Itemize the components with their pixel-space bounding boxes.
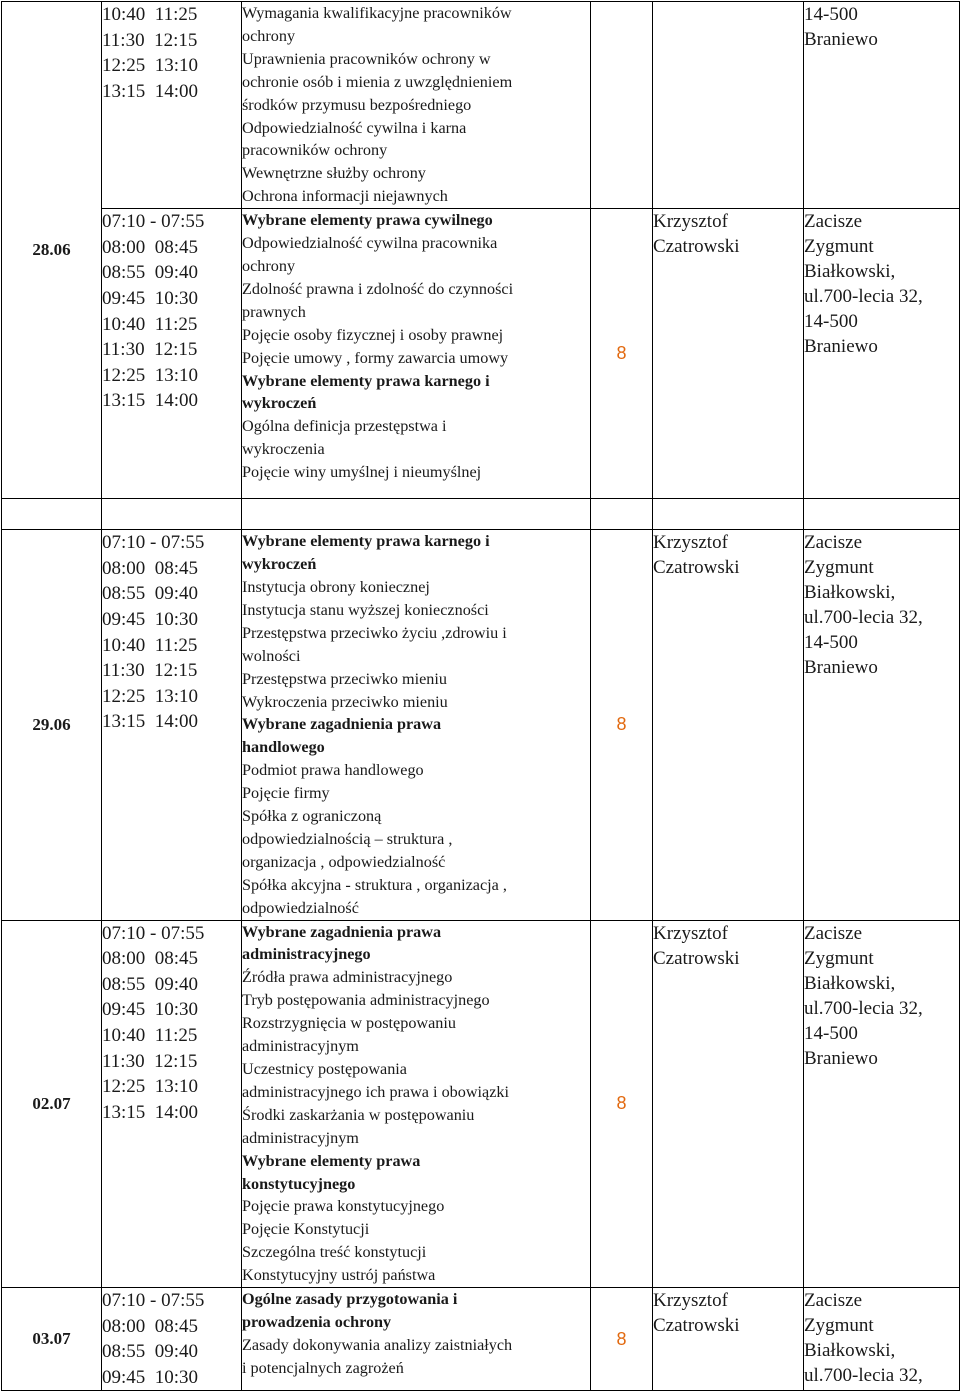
time-slot: 08:55 09:40 — [102, 583, 199, 605]
topics-cell — [242, 920, 591, 1288]
trainer-cell — [653, 2, 804, 209]
hours-value: 8 — [616, 1093, 627, 1114]
time-slot: 11:30 12:15 — [102, 660, 198, 682]
place-line: 14-500 — [804, 632, 858, 654]
place-line: Braniewo — [804, 1047, 878, 1069]
place-line: ul.700-lecia 32, — [804, 997, 923, 1019]
date-cell: 29.06 — [2, 530, 102, 920]
time-slot: 10:40 11:25 — [102, 4, 198, 25]
trainer-cell — [653, 920, 804, 1288]
topic-item: ochrony — [242, 256, 296, 275]
spacer-cell — [591, 499, 653, 530]
spacer-cell — [102, 499, 242, 530]
time-slot: 12:25 13:10 — [102, 55, 199, 77]
place-line: Zacisze — [804, 532, 863, 554]
trainer-name-line: Czatrowski — [653, 557, 740, 579]
date-cell: 28.06 — [2, 2, 102, 499]
topic-item: Odpowiedzialność cywilna i karna — [242, 118, 467, 137]
trainer-name-line: Krzysztof — [653, 532, 728, 554]
time-slot: 08:55 09:40 — [102, 1341, 199, 1363]
place-line: Zygmunt — [804, 947, 874, 969]
spacer-cell — [804, 499, 960, 530]
topic-item: administracyjnym — [242, 1037, 359, 1056]
topic-item: Odpowiedzialność cywilna pracownika — [242, 234, 498, 253]
time-slot: 09:45 10:30 — [102, 1366, 199, 1388]
hours-cell — [591, 2, 653, 209]
hours-value: 8 — [616, 1328, 627, 1349]
topic-item: administracyjnym — [242, 1128, 359, 1147]
time-slot: 10:40 11:25 — [102, 634, 198, 656]
topic-item: administracyjnego ich prawa i obowiązki — [242, 1082, 510, 1101]
time-slot: 13:15 14:00 — [102, 390, 199, 412]
time-slot: 12:25 13:10 — [102, 685, 199, 707]
topic-heading: handlowego — [242, 738, 325, 757]
hours-value: 8 — [616, 714, 627, 735]
topic-item: Ogólna definicja przestępstwa i — [242, 417, 447, 436]
topic-item: Spółka akcyjna - struktura , organizacja , — [242, 875, 507, 894]
topic-item: ochronie osób i mienia z uwzględnieniem — [242, 72, 513, 91]
topic-item: Rozstrzygnięcia w postępowaniu — [242, 1014, 456, 1033]
time-slot: 13:15 14:00 — [102, 1101, 199, 1123]
topics-cell — [242, 2, 591, 209]
spacer-cell — [242, 499, 591, 530]
time-slot: 07:10 - 07:55 — [102, 532, 205, 554]
spacer-cell — [2, 499, 102, 530]
schedule-row — [2, 530, 960, 920]
time-slot: 13:15 14:00 — [102, 80, 199, 102]
topic-item: Wymagania kwalifikacyjne pracowników — [242, 4, 512, 22]
trainer-name-line: Krzysztof — [653, 922, 728, 944]
topic-heading: Ogólne zasady przygotowania i — [242, 1290, 458, 1309]
place-line: Zacisze — [804, 922, 863, 944]
schedule-row — [2, 920, 960, 1288]
time-slots-cell — [102, 1288, 242, 1391]
time-slots-cell — [102, 2, 242, 209]
hours-cell — [591, 209, 653, 499]
time-slot: 08:00 08:45 — [102, 948, 199, 970]
topic-item: Pojęcie osoby fizycznej i osoby prawnej — [242, 325, 504, 344]
place-line: ul.700-lecia 32, — [804, 286, 923, 308]
trainer-cell — [653, 209, 804, 499]
topic-item: i potencjalnych zagrożeń — [242, 1358, 404, 1377]
place-line: 14-500 — [804, 4, 858, 25]
time-slot: 12:25 13:10 — [102, 1076, 199, 1098]
time-slot: 07:10 - 07:55 — [102, 211, 205, 233]
hours-value: 8 — [616, 343, 627, 364]
time-slot: 11:30 12:15 — [102, 1050, 198, 1072]
topic-heading: Wybrane zagadnienia prawa — [242, 715, 442, 734]
topic-heading: Wybrane zagadnienia prawa — [242, 922, 442, 941]
time-slot: 11:30 12:15 — [102, 339, 198, 361]
topic-item: Podmiot prawa handlowego — [242, 761, 424, 780]
time-slot: 07:10 - 07:55 — [102, 1290, 205, 1312]
topic-item: Pojęcie prawa konstytucyjnego — [242, 1197, 445, 1216]
place-cell — [804, 530, 960, 920]
time-slots-cell — [102, 920, 242, 1288]
topics-cell — [242, 530, 591, 920]
topic-heading: Wybrane elementy prawa karnego i — [242, 371, 490, 390]
trainer-name-line: Krzysztof — [653, 1290, 728, 1312]
place-line: Zacisze — [804, 1290, 863, 1312]
topic-item: Pojęcie umowy , formy zawarcia umowy — [242, 348, 509, 367]
topic-item: Pojęcie firmy — [242, 784, 330, 803]
topic-item: Uprawnienia pracowników ochrony w — [242, 49, 491, 68]
topic-heading: konstytucyjnego — [242, 1174, 356, 1193]
trainer-name-line: Czatrowski — [653, 947, 740, 969]
place-line: 14-500 — [804, 1022, 858, 1044]
topic-item: wykroczenia — [242, 440, 325, 459]
topic-item: organizacja , odpowiedzialność — [242, 852, 446, 871]
topic-item: środków przymusu bezpośredniego — [242, 95, 472, 114]
topic-item: odpowiedzialnością – struktura , — [242, 829, 453, 848]
topic-item: Pojęcie Konstytucji — [242, 1220, 370, 1239]
topic-item: Źródła prawa administracyjnego — [242, 968, 453, 987]
place-cell — [804, 920, 960, 1288]
topic-heading: wykroczeń — [242, 394, 317, 413]
topic-item: wolności — [242, 646, 301, 665]
topic-item: Instytucja stanu wyższej konieczności — [242, 600, 489, 619]
topic-item: Uczestnicy postępowania — [242, 1060, 407, 1078]
place-line: Braniewo — [804, 29, 878, 50]
time-slot: 10:40 11:25 — [102, 1024, 198, 1046]
topic-heading: administracyjnego — [242, 945, 371, 964]
topic-item: Przestępstwa przeciwko mieniu — [242, 669, 447, 688]
time-slot: 13:15 14:00 — [102, 711, 199, 733]
place-line: Zygmunt — [804, 1315, 874, 1337]
time-slot: 09:45 10:30 — [102, 999, 199, 1021]
topic-item: Konstytucyjny ustrój państwa — [242, 1266, 436, 1285]
time-slot: 08:00 08:45 — [102, 557, 199, 579]
topic-item: Środki zaskarżania w postępowaniu — [242, 1105, 475, 1124]
place-line: Białkowski, — [804, 972, 896, 994]
topic-heading: wykroczeń — [242, 555, 317, 574]
time-slot: 08:00 08:45 — [102, 236, 199, 258]
place-line: 14-500 — [804, 311, 858, 333]
topic-heading: prowadzenia ochrony — [242, 1312, 392, 1331]
place-line: Zacisze — [804, 211, 863, 233]
trainer-cell — [653, 1288, 804, 1391]
schedule-row — [2, 1288, 960, 1391]
place-line: Zygmunt — [804, 236, 874, 258]
time-slot: 11:30 12:15 — [102, 29, 198, 51]
place-line: ul.700-lecia 32, — [804, 1365, 923, 1387]
place-line: Braniewo — [804, 657, 878, 679]
place-cell — [804, 209, 960, 499]
topic-item: prawnych — [242, 302, 306, 321]
place-line: ul.700-lecia 32, — [804, 607, 923, 629]
topic-item: Wykroczenia przeciwko mieniu — [242, 692, 448, 711]
trainer-name-line: Czatrowski — [653, 236, 740, 258]
time-slot: 08:55 09:40 — [102, 262, 199, 284]
topic-item: Zdolność prawna i zdolność do czynności — [242, 279, 514, 298]
time-slots-cell — [102, 209, 242, 499]
topic-heading: Wybrane elementy prawa cywilnego — [242, 211, 493, 230]
topic-item: odpowiedzialność — [242, 898, 359, 917]
topic-item: Instytucja obrony koniecznej — [242, 577, 430, 596]
topic-item: Szczególna treść konstytucji — [242, 1243, 427, 1262]
schedule-table — [1, 1, 960, 1391]
topic-item: Ochrona informacji niejawnych — [242, 187, 448, 206]
trainer-name-line: Czatrowski — [653, 1315, 740, 1337]
place-cell — [804, 1288, 960, 1391]
topic-heading: Wybrane elementy prawa — [242, 1151, 421, 1170]
table-spacer-row — [2, 499, 960, 530]
place-line: Białkowski, — [804, 582, 896, 604]
hours-cell — [591, 530, 653, 920]
time-slots-cell — [102, 530, 242, 920]
topic-item: Wewnętrzne służby ochrony — [242, 164, 426, 183]
topic-item: pracowników ochrony — [242, 141, 388, 160]
place-line: Braniewo — [804, 336, 878, 358]
topic-heading: Wybrane elementy prawa karnego i — [242, 532, 490, 551]
time-slot: 07:10 - 07:55 — [102, 922, 205, 944]
place-line: Zygmunt — [804, 557, 874, 579]
hours-cell — [591, 1288, 653, 1391]
schedule-row — [2, 2, 960, 209]
trainer-name-line: Krzysztof — [653, 211, 728, 233]
time-slot: 08:00 08:45 — [102, 1315, 199, 1337]
topic-item: Pojęcie winy umyślnej i nieumyślnej — [242, 463, 482, 482]
topic-item: Tryb postępowania administracyjnego — [242, 991, 490, 1010]
hours-cell — [591, 920, 653, 1288]
spacer-cell — [653, 499, 804, 530]
time-slot: 09:45 10:30 — [102, 287, 199, 309]
trainer-cell — [653, 530, 804, 920]
place-cell — [804, 2, 960, 209]
time-slot: 08:55 09:40 — [102, 973, 199, 995]
topics-cell — [242, 209, 591, 499]
date-cell: 02.07 — [2, 920, 102, 1288]
time-slot: 09:45 10:30 — [102, 608, 199, 630]
date-cell: 03.07 — [2, 1288, 102, 1391]
place-line: Białkowski, — [804, 261, 896, 283]
place-line: Białkowski, — [804, 1340, 896, 1362]
topics-cell — [242, 1288, 591, 1391]
topic-item: Zasady dokonywania analizy zaistniałych — [242, 1335, 513, 1354]
time-slot: 12:25 13:10 — [102, 364, 199, 386]
topic-item: Spółka z ograniczoną — [242, 807, 382, 826]
topic-item: Przestępstwa przeciwko życiu ,zdrowiu i — [242, 623, 507, 642]
topic-item: ochrony — [242, 26, 296, 45]
time-slot: 10:40 11:25 — [102, 313, 198, 335]
schedule-row — [2, 209, 960, 499]
